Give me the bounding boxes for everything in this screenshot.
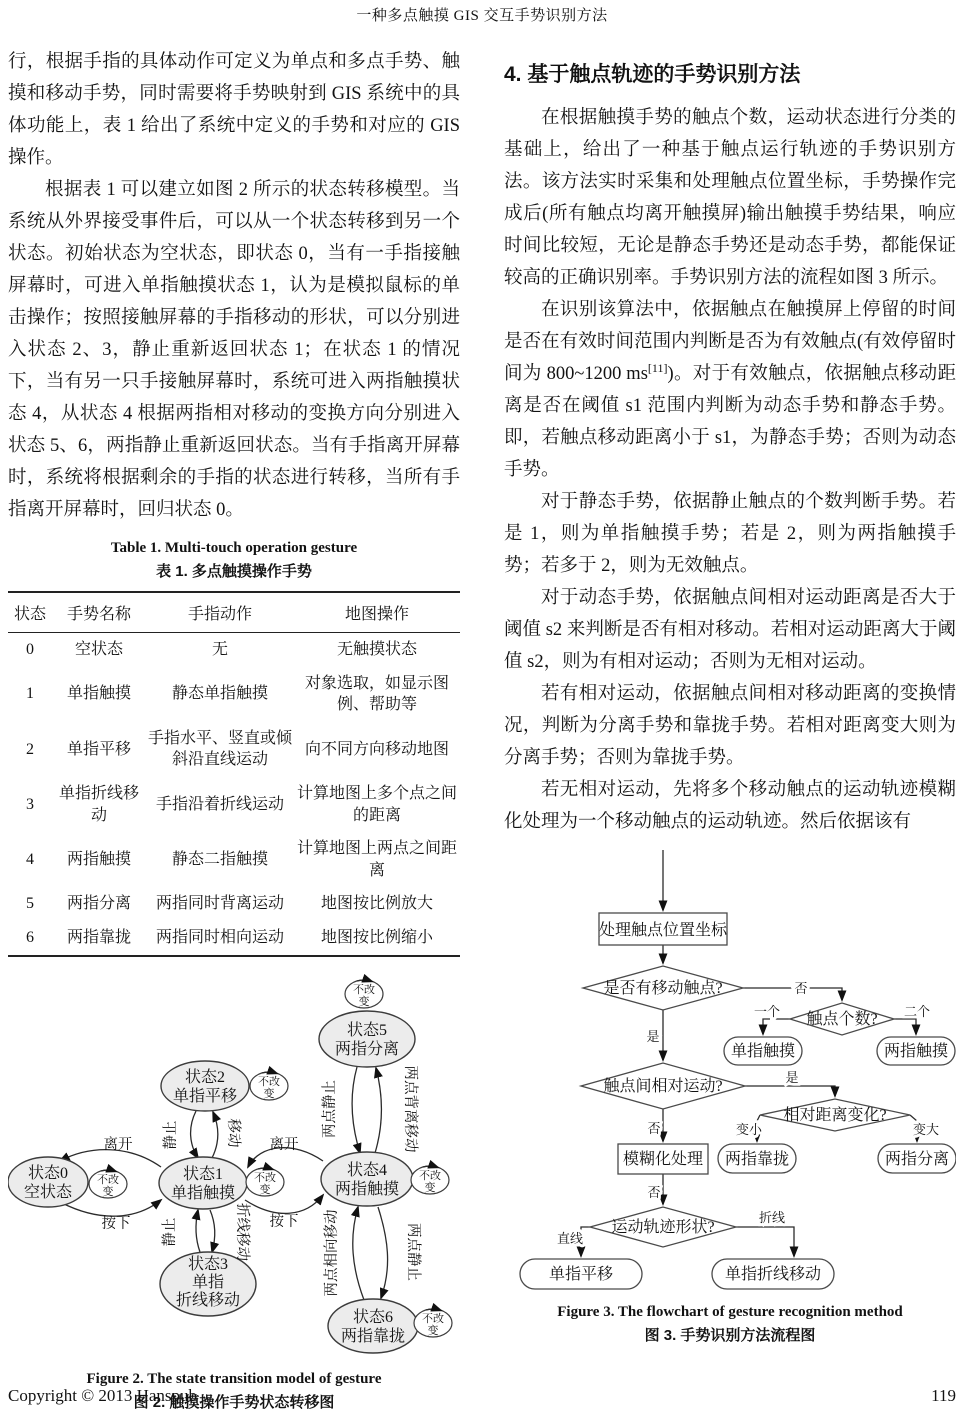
table-caption-zh: 表 1. 多点触摸操作手势 [156,563,312,580]
flow-arrow [745,1086,835,1096]
paragraph: 行，根据手指的具体动作可定义为单点和多点手势、触摸和移动手势，同时需要将手势映射到 GIS 系统中的具体功能上，表 1 给出了系统中定义的手势和对应的 GIS 操作。 [8,52,460,168]
table-header-row [8,592,460,633]
table-cell: 静态二指触摸 [171,850,268,868]
figure2-caption-zh: 图 2. 触摸操作手势状态转移图 [133,1393,335,1411]
edge-s3-to-s1 [196,1210,200,1252]
table-cell: 0 [26,641,34,658]
flow-arrow [763,1019,790,1034]
state-node-5 [319,1011,415,1067]
edge-s4-to-s5 [375,1068,382,1153]
svg-text:单指: 单指 [191,1273,225,1291]
figure3-caption [504,1304,956,1345]
table-header: 手指动作 [146,592,294,633]
table-cell: 两指同时相向运动 [155,928,284,946]
svg-text:空状态: 空状态 [23,1183,73,1201]
flow-arrow [743,988,842,1000]
self-loop-s0 [89,1170,127,1198]
branch-label-no: 否 [647,1121,661,1136]
terminal-apart-label: 两指分离 [884,1151,950,1168]
svg-text:变: 变 [358,995,370,1008]
figure2-state-diagram [8,961,468,1361]
state-5-label: 状态5 [346,1021,388,1039]
decision-shape-label: 运动轨迹形状? [611,1219,715,1236]
table-cell: 单指平移 [66,740,131,758]
state-4-label: 状态4 [346,1161,388,1179]
terminal-close-label: 两指靠拢 [724,1151,790,1168]
table-row [8,777,460,832]
table-cell: 空状态 [74,641,123,658]
branch-label-bigger: 变大 [912,1122,940,1137]
edge-label-two-still: 两点静止 [405,1222,421,1281]
svg-text:不改: 不改 [258,1075,280,1088]
table-cell: 向不同方向移动地图 [304,740,449,758]
decision-relative-label: 触点间相对运动? [603,1078,723,1095]
svg-text:两指分离: 两指分离 [334,1040,400,1058]
edge-label-leave: 离开 [103,1136,133,1153]
right-column [504,46,956,1345]
table-header: 状态 [8,592,52,633]
table-cell: 无触摸状态 [336,641,417,658]
flow-arrow [894,1019,916,1034]
branch-label-poly: 折线 [758,1210,786,1225]
branch-label-no: 否 [647,1185,661,1200]
paragraph-text: )。对于有效触点，依据触点移动距离是否在阈值 s1 范围内判断为动态手势和静态手势。即，若触点移动距离小于 s1，为静态手势；否则为动态手势。 [504,364,956,480]
svg-text:变: 变 [424,1181,436,1194]
edge-s5-to-s4 [352,1067,360,1153]
self-loop-s6 [414,1309,452,1337]
page-footer [8,1386,956,1406]
process-blur-label: 模糊化处理 [622,1151,704,1168]
table-cell: 静态单指触摸 [171,685,268,703]
edge-s0-to-s1 [62,1200,161,1216]
page-number: 119 [931,1386,956,1405]
table-cell: 计算地图上多个点之间的距离 [296,784,457,824]
table-cell: 计算地图上两点之间距离 [296,840,457,879]
svg-text:不改: 不改 [353,983,375,996]
table-row [8,921,460,956]
table-cell: 3 [26,795,34,813]
edge-label-still: 静止 [163,1120,179,1150]
branch-label-two: 二个 [903,1004,931,1019]
edge-label-still: 静止 [162,1217,178,1247]
branch-label-yes: 是 [646,1029,660,1044]
table-header: 地图操作 [294,592,460,633]
edge-label-two-toward: 两点相向移动 [324,1209,340,1297]
svg-text:变: 变 [263,1087,275,1100]
figure2-caption-en: Figure 2. The state transition model of gesture [86,1370,382,1387]
paragraph: 对于静态手势，依据静止触点的个数判断手势。若是 1，则为单指触摸手势；若是 2，则为两指触摸手势；若多于 2，则为无效触点。 [504,492,956,576]
self-loop-s1 [246,1168,284,1196]
state-6-label: 状态6 [352,1308,394,1326]
table-row [8,887,460,921]
svg-text:不改: 不改 [254,1171,276,1184]
branch-label-line: 直线 [556,1231,584,1246]
state-2-label: 状态2 [184,1068,226,1086]
gesture-table [8,591,460,957]
paragraph-text: 在识别该算法中，依据触点在触摸屏上停留的时间是否在有效时间范围内判断是否为有效触点(有效停留时间为 800~1200 ms [504,300,956,384]
svg-text:变: 变 [102,1185,114,1198]
table-row [8,722,460,777]
terminal-single-touch-label: 单指触摸 [730,1043,796,1060]
state-1-label: 状态1 [182,1165,224,1183]
table-header: 手势名称 [52,592,146,633]
table-cell: 无 [211,641,228,658]
paragraph [504,294,956,486]
svg-text:不改: 不改 [419,1169,441,1182]
self-loop-s5 [345,980,383,1008]
svg-text:折线移动: 折线移动 [175,1291,241,1309]
table-cell: 手指沿着折线运动 [155,795,284,813]
state-0-label: 状态0 [27,1164,69,1182]
svg-text:两指触摸: 两指触摸 [334,1180,400,1198]
table-cell: 地图按比例放大 [320,895,433,913]
terminal-pan-label: 单指平移 [548,1266,614,1283]
figure3-caption-en: Figure 3. The flowchart of gesture recognition method [557,1304,903,1320]
process-coords-label: 处理触点位置坐标 [598,922,728,939]
svg-text:两指靠拢: 两指靠拢 [340,1327,406,1345]
svg-text:变: 变 [259,1183,271,1196]
state-3-label: 状态3 [187,1255,229,1273]
section-heading: 4. 基于触点轨迹的手势识别方法 [504,63,801,86]
edge-label-leave: 离开 [269,1136,299,1153]
citation-ref: [11] [647,360,668,375]
decision-distance-label: 相对距离变化? [783,1107,887,1124]
edge-label-two-apart: 两点背离移动 [402,1065,418,1153]
table-row [8,832,460,887]
table-cell: 两指触摸 [66,850,131,868]
svg-text:变: 变 [427,1324,439,1337]
edge-s1-to-s3 [210,1210,215,1252]
edge-s1-to-s4 [245,1195,323,1213]
table-row [8,633,460,667]
table-cell: 手指水平、竖直或倾斜沿直线运动 [148,729,293,769]
decision-count-label: 触点个数? [806,1011,878,1028]
branch-label-one: 一个 [753,1004,781,1019]
branch-label-smaller: 变小 [735,1122,763,1137]
table-cell: 6 [26,928,34,946]
running-head-title: 一种多点触摸 GIS 交互手势识别方法 [356,8,608,24]
branch-label-no: 否 [794,981,808,996]
self-loop-s2 [250,1072,288,1100]
table-cell: 对象选取，如显示图例、帮助等 [304,674,449,714]
paragraph: 在根据触摸手势的触点个数，运动状态进行分类的基础上，给出了一种基于触点运行轨迹的手势识别方法。该方法实时采集和处理触点位置坐标，手势操作完成后(所有触点均离开触摸屏)输出触摸手势结果，响应时间比较短，无论是静态手势还是动态手势，都能保证较高的正确识别率。手势识别方法的流程如图 3 所示。 [504,108,956,288]
table-cell: 两指分离 [66,895,131,913]
edge-label-polyline: 折线移动 [234,1202,250,1261]
terminal-double-touch-label: 两指触摸 [883,1043,949,1060]
branch-label-yes: 是 [785,1070,799,1085]
table-cell: 两指靠拢 [66,928,131,946]
table-cell: 两指同时背离运动 [155,895,284,913]
table-cell: 单指折线移动 [58,784,139,824]
table-caption-en: Table 1. Multi-touch operation gesture [110,540,358,556]
paragraph: 根据表 1 可以建立如图 2 所示的状态转移模型。当系统从外界接受事件后，可以从一个状态转移到另一个状态。初始状态为空状态，即状态 0，当有一手指接触屏幕时，可进入单指触摸状态 1，认为是模拟鼠标的单击操作；按照接触屏幕的手指移动的形状，可以分别进入状态 2、3，静止重新返回状态 1；在状态 1 的情况下，当有另一只手接触屏幕时，系统可进入两指触摸状态 4，从状态 4 根据两指相对移动的变换方向分别进入状态 5、6，两指静止重新返回状态。当有手指离开屏幕时，系统将根据剩余的手指的状态进行转移，当所有手指离开屏幕时，回归状态 0。 [8,180,460,520]
table-cell: 单指触摸 [66,685,131,703]
edge-label-two-still: 两点静止 [322,1079,338,1138]
terminal-polyline-label: 单指折线移动 [724,1266,822,1283]
svg-text:单指平移: 单指平移 [172,1087,238,1105]
paragraph: 若无相对运动，先将多个移动触点的运动轨迹模糊化处理为一个移动触点的运动轨迹。然后依据该有 [504,780,956,832]
table-cell: 地图按比例缩小 [320,928,433,946]
svg-text:不改: 不改 [422,1312,444,1325]
flow-arrow [736,1227,794,1256]
paragraph: 对于动态手势，依据触点间相对运动距离是否大于阈值 s2 来判断是否有相对移动。若相对运动距离大于阈值 s2，则为有相对运动；否则为无相对运动。 [504,588,956,672]
figure3-caption-zh: 图 3. 手势识别方法流程图 [644,1327,816,1344]
edge-s1-to-s2 [212,1112,218,1158]
edge-s6-to-s4 [353,1207,364,1300]
table-caption [8,540,460,581]
left-column [8,46,460,1412]
self-loop-s4 [411,1166,449,1194]
table-cell: 5 [26,895,34,913]
svg-text:不改: 不改 [97,1173,119,1186]
svg-text:单指触摸: 单指触摸 [170,1184,236,1202]
decision-moving-label: 是否有移动触点? [603,980,723,997]
copyright-text: Copyright © 2013 Hanspub [8,1386,198,1405]
table-cell: 2 [26,740,34,758]
edge-label-move: 移动 [225,1118,241,1148]
edge-s2-to-s1 [191,1111,198,1158]
figure3-flowchart [504,842,956,1294]
table-cell: 4 [26,850,34,868]
paragraph: 若有相对运动，依据触点间相对移动距离的变换情况，判断为分离手势和靠拢手势。若相对距离变大则为分离手势；否则为靠拢手势。 [504,684,956,768]
edge-s4-to-s6 [378,1207,388,1298]
edge-label-press: 按下 [269,1213,299,1230]
table-cell: 1 [26,685,34,703]
edge-label-press: 按下 [101,1215,131,1232]
table-row [8,667,460,722]
